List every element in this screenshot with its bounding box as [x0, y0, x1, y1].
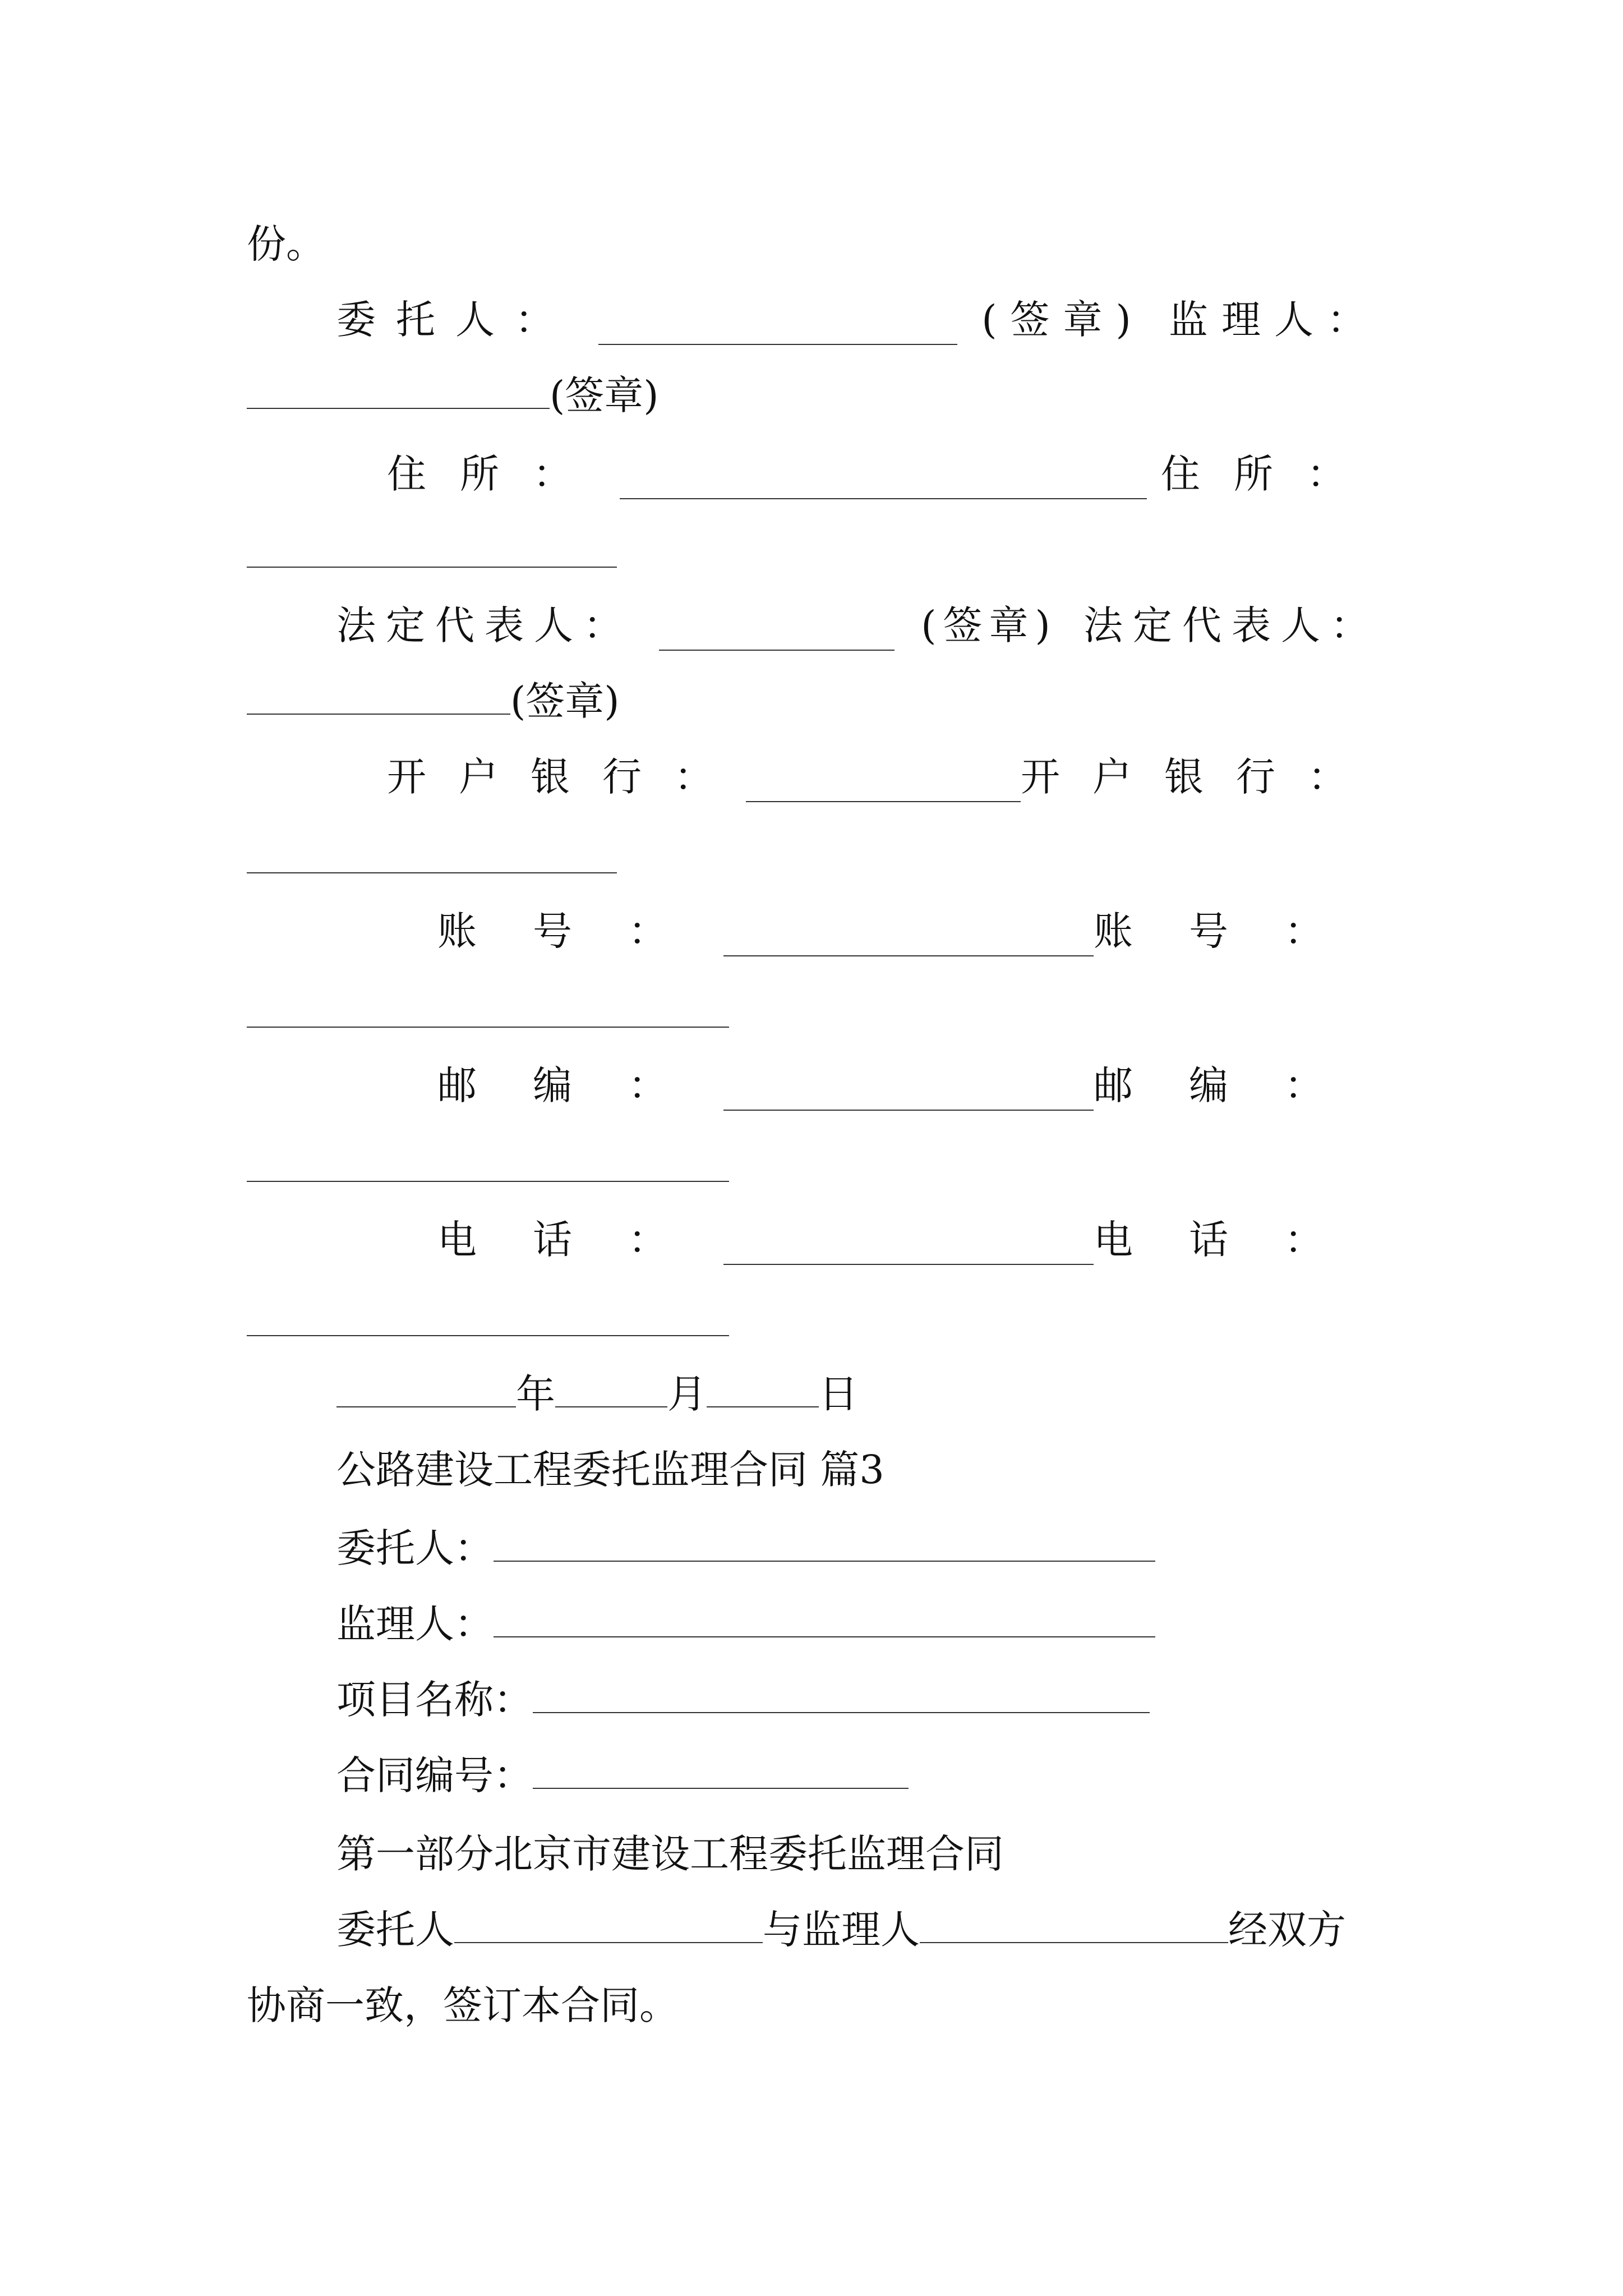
- legal-rep-label-2: 法定代表人：: [1083, 602, 1380, 648]
- bank-label: 开户银行：: [387, 754, 746, 800]
- agreement-conclusion: 协商一致，签订本合同。: [247, 1982, 679, 2028]
- phone-label-2: 电话：: [1094, 1217, 1380, 1263]
- continuation-text: 份。: [247, 221, 325, 267]
- client-field: [336, 1523, 1380, 1573]
- part-title: 第一部分北京市建设工程委托监理合同: [336, 1831, 1004, 1877]
- client-field-label: 委托人：: [336, 1525, 494, 1571]
- contract-no-blank[interactable]: [533, 1788, 909, 1789]
- supervisor-field-label: 监理人：: [336, 1601, 494, 1647]
- agreement-client: 委托人: [336, 1907, 454, 1953]
- postcode-label-2: 邮编：: [1094, 1062, 1380, 1108]
- bank-row: [336, 752, 1380, 802]
- contract-no-field: [336, 1750, 1380, 1801]
- address-label-2: 住所：: [1161, 451, 1380, 497]
- year-blank[interactable]: [336, 1406, 516, 1407]
- date-month-label: 月: [667, 1371, 707, 1417]
- address-row: [336, 449, 1380, 499]
- client-field-blank[interactable]: [494, 1561, 1155, 1562]
- legal-rep-blank-2[interactable]: [247, 714, 510, 715]
- address-label: 住所：: [387, 451, 606, 497]
- phone-label: 电话：: [437, 1217, 723, 1263]
- phone-blank-2[interactable]: [247, 1335, 729, 1336]
- legal-rep-blank[interactable]: [659, 650, 895, 651]
- agreement-both-parties: 经双方: [1228, 1907, 1346, 1953]
- postcode-blank[interactable]: [723, 1110, 1094, 1111]
- date-year-label: 年: [516, 1371, 555, 1417]
- postcode-label: 邮编：: [437, 1062, 723, 1108]
- bank-blank[interactable]: [746, 801, 1021, 802]
- seal-label-1: (签章): [981, 297, 1145, 343]
- account-row: [336, 906, 1380, 956]
- phone-row: [336, 1214, 1380, 1265]
- bank-label-2: 开户银行：: [1021, 754, 1380, 800]
- date-day-label: 日: [819, 1371, 858, 1417]
- account-label-2: 账号：: [1094, 908, 1380, 954]
- supervisor-blank[interactable]: [247, 408, 550, 409]
- supervisor-seal-row: [247, 370, 1380, 421]
- agreement-with-supervisor: 与监理人: [763, 1907, 920, 1953]
- supervisor-field-blank[interactable]: [494, 1636, 1155, 1637]
- section-title: 公路建设工程委托监理合同 篇3: [336, 1447, 884, 1493]
- month-blank[interactable]: [555, 1406, 667, 1407]
- client-supervisor-row: [336, 295, 1380, 345]
- client-blank[interactable]: [598, 344, 957, 345]
- seal-label-2: (签章): [550, 372, 659, 418]
- project-name-blank[interactable]: [533, 1712, 1150, 1713]
- account-blank-2[interactable]: [247, 1027, 729, 1028]
- address-blank[interactable]: [620, 498, 1147, 499]
- seal-label-3: (签章): [921, 602, 1057, 648]
- account-label: 账号：: [437, 908, 723, 954]
- project-name-field: [336, 1674, 1380, 1725]
- account-blank[interactable]: [723, 955, 1094, 956]
- legal-rep-label: 法定代表人：: [336, 602, 633, 648]
- agreement-client-blank[interactable]: [454, 1942, 763, 1943]
- agreement-supervisor-blank[interactable]: [920, 1942, 1228, 1943]
- phone-blank[interactable]: [723, 1264, 1094, 1265]
- postcode-row: [336, 1060, 1380, 1111]
- postcode-blank-2[interactable]: [247, 1181, 729, 1182]
- agreement-line: [336, 1904, 1380, 1955]
- address-blank-2[interactable]: [247, 567, 617, 568]
- legal-rep-row: [336, 600, 1380, 651]
- project-name-label: 项目名称：: [336, 1677, 533, 1723]
- day-blank[interactable]: [707, 1406, 819, 1407]
- client-label: 委托人：: [336, 297, 574, 343]
- bank-blank-2[interactable]: [247, 872, 617, 873]
- supervisor-field: [336, 1599, 1380, 1649]
- legal-rep-seal-row: [247, 676, 1380, 726]
- contract-no-label: 合同编号：: [336, 1752, 533, 1798]
- date-row: [336, 1369, 1380, 1419]
- seal-label-4: (签章): [510, 678, 620, 724]
- supervisor-label: 监理人：: [1169, 297, 1380, 343]
